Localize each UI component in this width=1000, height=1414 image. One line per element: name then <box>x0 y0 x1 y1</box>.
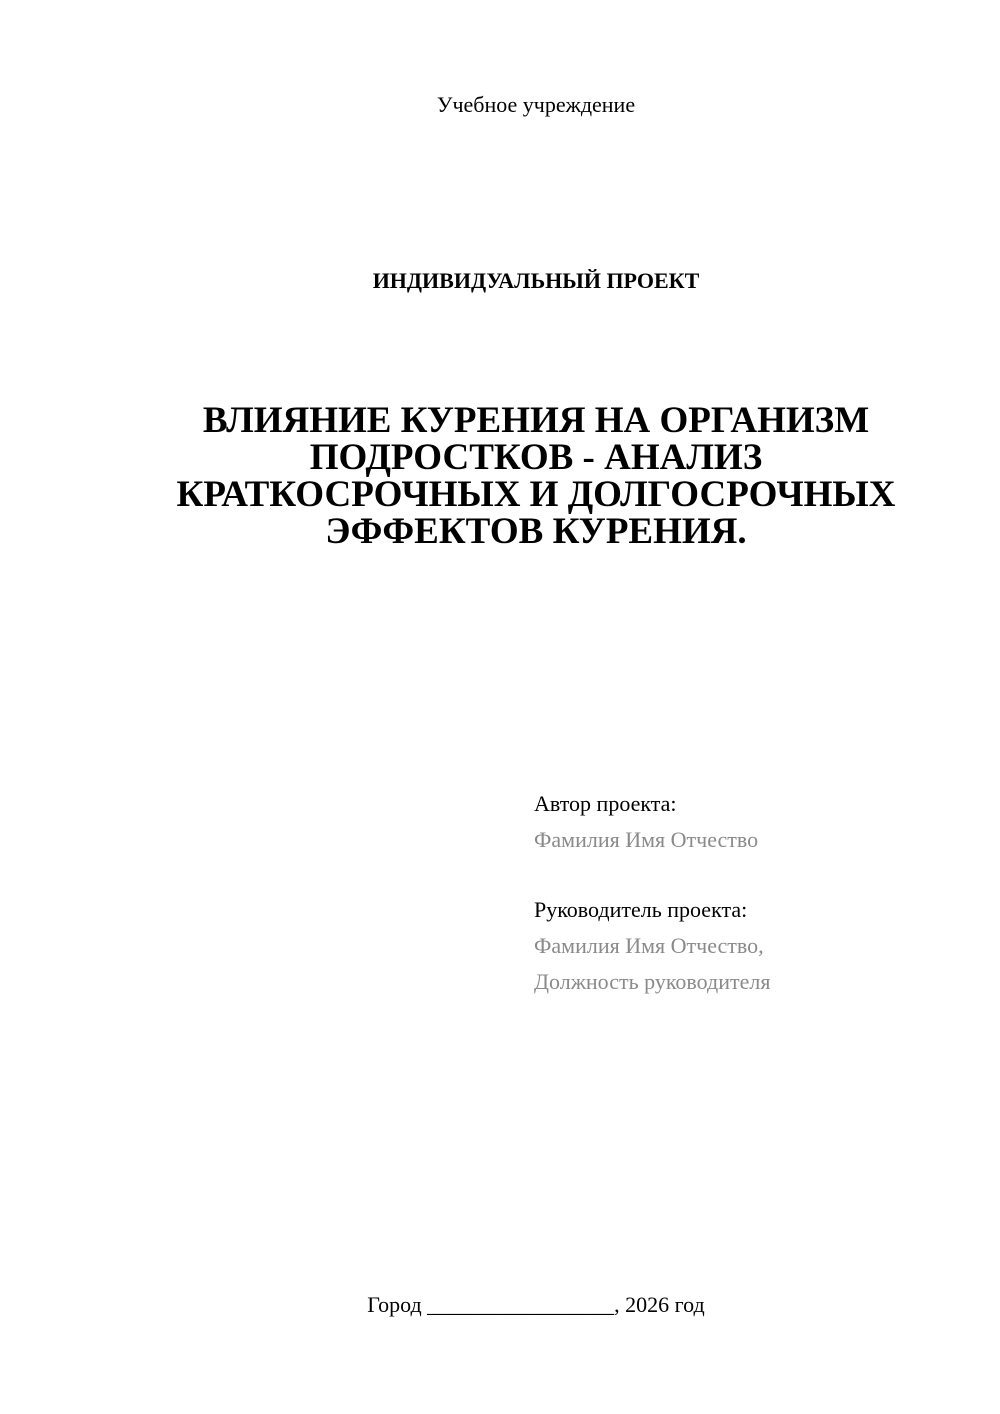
credits-block <box>534 786 974 1000</box>
supervisor-name: Фамилия Имя Отчество, <box>534 933 764 958</box>
title-line: ЭФФЕКТОВ КУРЕНИЯ. <box>325 511 747 552</box>
title-line: ВЛИЯНИЕ КУРЕНИЯ НА ОРГАНИЗМ <box>202 400 870 441</box>
project-title <box>100 402 972 550</box>
title-line: ПОДРОСТКОВ - АНАЛИЗ <box>309 437 763 478</box>
credits-spacer <box>534 858 974 892</box>
author-label: Автор проекта: <box>534 791 677 816</box>
title-line: КРАТКОСРОЧНЫХ И ДОЛГОСРОЧНЫХ <box>176 474 896 515</box>
supervisor-position: Должность руководителя <box>534 969 771 994</box>
supervisor-label: Руководитель проекта: <box>534 897 748 922</box>
author-name: Фамилия Имя Отчество <box>534 827 759 852</box>
project-type-heading: ИНДИВИДУАЛЬНЫЙ ПРОЕКТ <box>372 268 700 293</box>
city-year-footer: Город _________________, 2026 год <box>367 1292 705 1317</box>
institution-name: Учебное учреждение <box>436 92 636 117</box>
